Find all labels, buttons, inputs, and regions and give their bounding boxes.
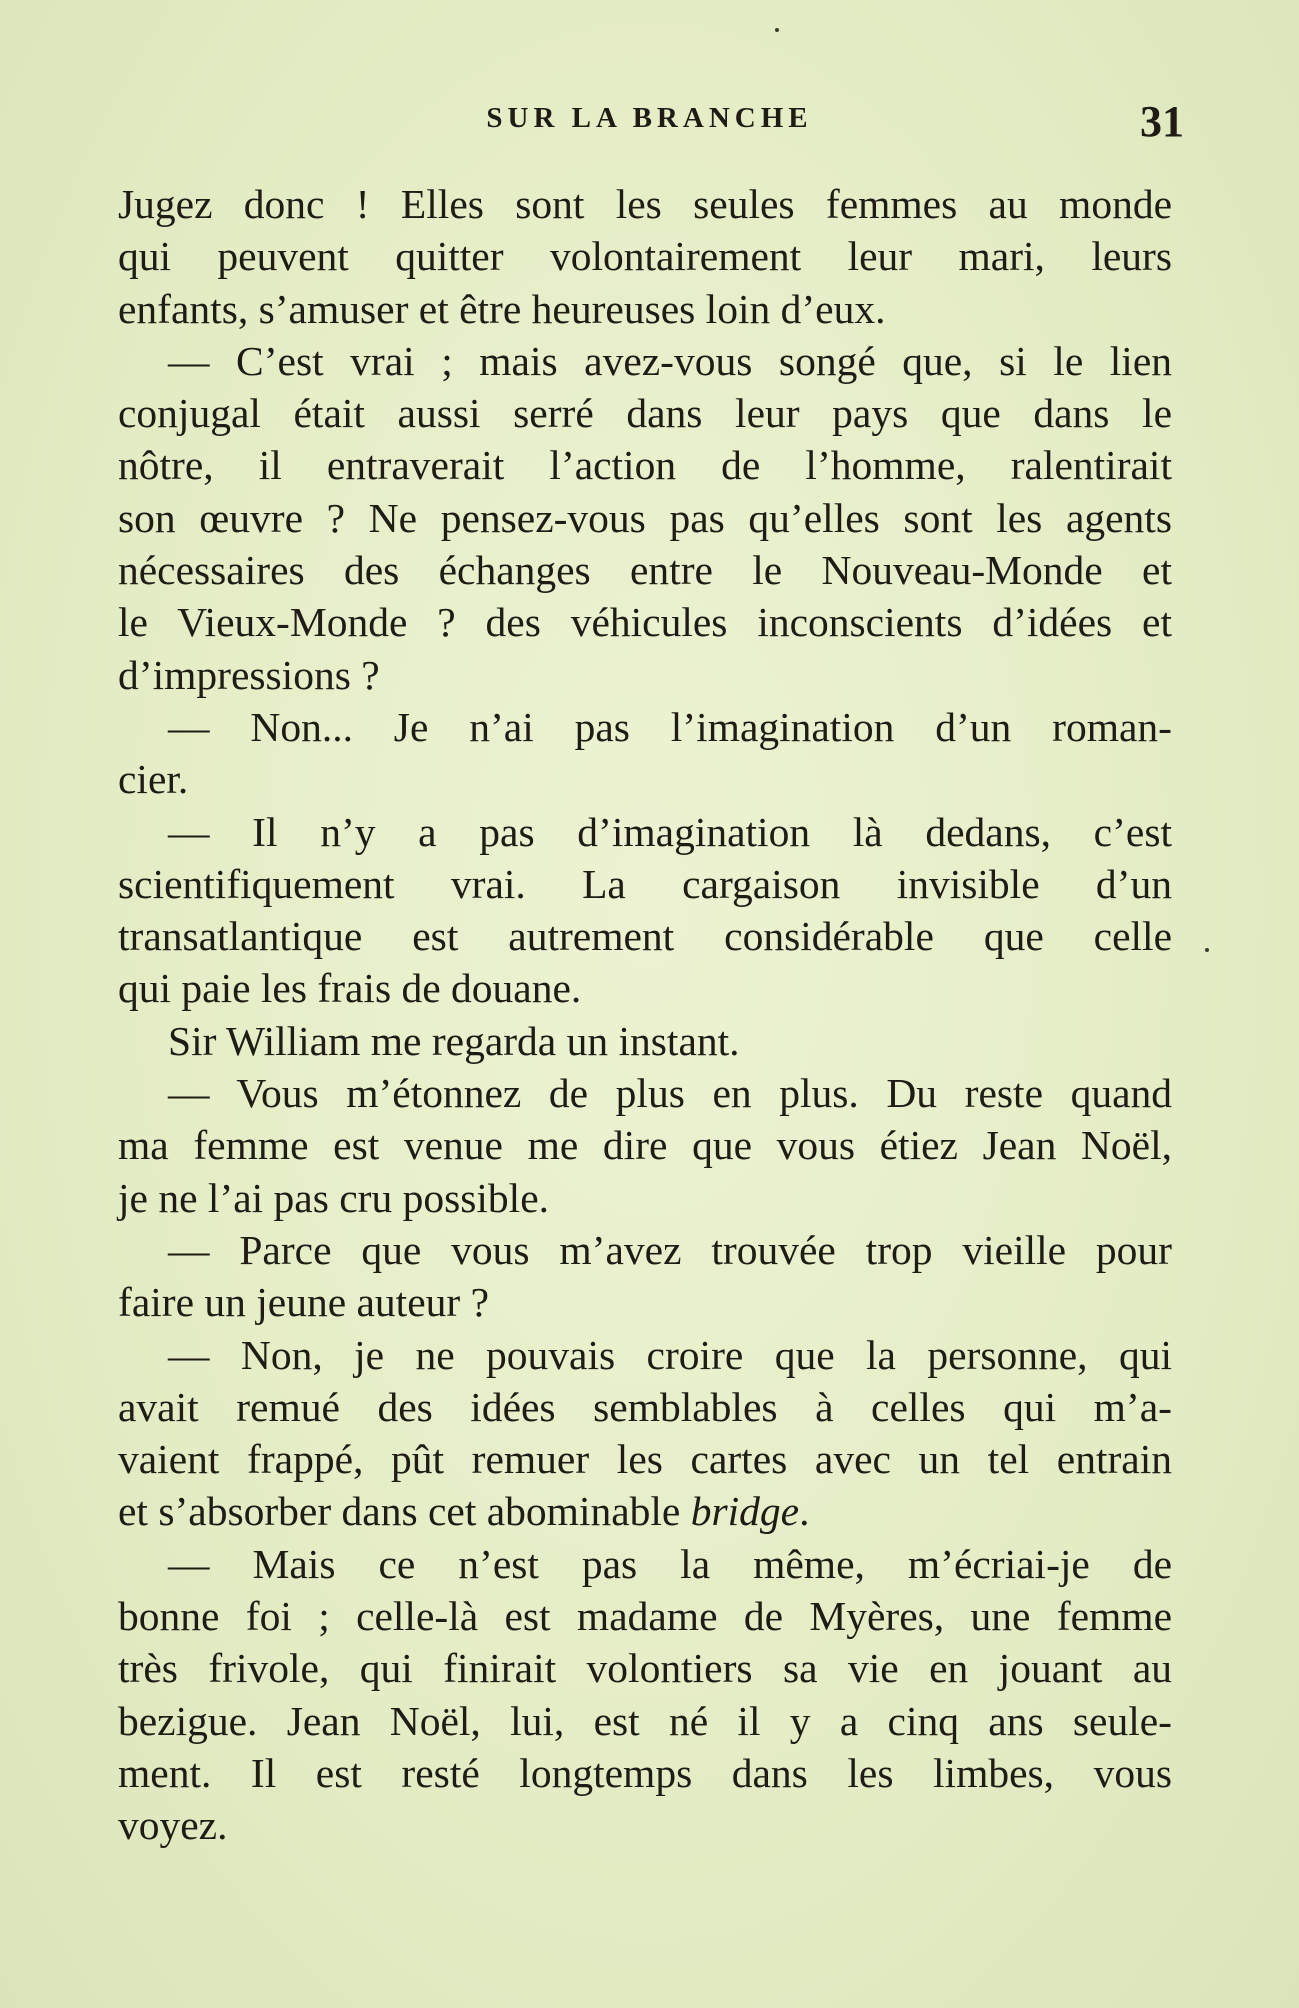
text-line <box>118 806 1172 858</box>
text-line <box>118 1381 1172 1433</box>
text-line-content: très frivole, qui finirait volontiers sa vie en jouant au <box>118 1645 1172 1692</box>
print-speck <box>775 28 779 32</box>
text-line-content: — Il n’y a pas d’imagination là dedans, c’est <box>168 808 1172 855</box>
text-line-content: nôtre, il entraverait l’action de l’homme, ralentirait <box>118 442 1172 489</box>
body-text <box>118 178 1172 1852</box>
text-line-content: conjugal était aussi serré dans leur pays que dans le <box>118 390 1172 437</box>
italic-word: bridge <box>690 1488 800 1535</box>
text-line-content: je ne l’ai pas cru possible. <box>118 1174 550 1221</box>
text-line <box>118 701 1172 753</box>
text-line-content: transatlantique est autrement considérable que celle <box>118 913 1172 960</box>
text-line <box>118 962 1172 1014</box>
text-line <box>118 858 1172 910</box>
text-line <box>118 492 1172 544</box>
text-line <box>118 1276 1172 1328</box>
text-line <box>118 335 1172 387</box>
text-line <box>118 649 1172 701</box>
text-line-content: et s’absorber dans cet abominable <box>118 1488 691 1535</box>
text-line-suffix: . <box>799 1488 810 1535</box>
text-line-content: — C’est vrai ; mais avez-vous songé que, si le lien <box>168 337 1172 384</box>
text-line <box>118 596 1172 648</box>
text-line-content: bezigue. Jean Noël, lui, est né il y a cinq ans seule- <box>118 1697 1172 1744</box>
text-line-content: cier. <box>118 756 189 803</box>
text-line <box>118 1485 1172 1537</box>
text-line-content: d’impressions ? <box>118 651 380 698</box>
text-line-content: vaient frappé, pût remuer les cartes avec un tel entrain <box>118 1436 1172 1483</box>
running-title: SUR LA BRANCHE <box>486 102 813 134</box>
text-line-content: — Mais ce n’est pas la même, m’écriai-je de <box>168 1540 1172 1587</box>
text-line-content: qui paie les frais de douane. <box>118 965 582 1012</box>
text-line-content: son œuvre ? Ne pensez-vous pas qu’elles sont les agents <box>118 494 1172 541</box>
text-line <box>118 1538 1172 1590</box>
text-line <box>118 230 1172 282</box>
text-line-content: ment. Il est resté longtemps dans les limbes, vous <box>118 1749 1172 1796</box>
text-line-content: le Vieux-Monde ? des véhicules inconscients d’idées et <box>118 599 1172 646</box>
text-line-content: nécessaires des échanges entre le Nouveau-Monde et <box>118 547 1172 594</box>
page-number: 31 <box>1140 97 1184 146</box>
text-line <box>118 1172 1172 1224</box>
text-line <box>118 387 1172 439</box>
text-line <box>118 439 1172 491</box>
text-line-content: voyez. <box>118 1802 228 1849</box>
page-header <box>115 96 1184 144</box>
text-line-content: — Parce que vous m’avez trouvée trop vieille pour <box>168 1226 1172 1273</box>
text-line <box>118 1224 1172 1276</box>
text-line <box>118 283 1172 335</box>
text-line-content: — Non... Je n’ai pas l’imagination d’un roman- <box>168 703 1172 750</box>
print-speck <box>1205 948 1209 952</box>
text-line <box>118 1799 1172 1851</box>
text-line-content: Jugez donc ! Elles sont les seules femmes au monde <box>118 181 1172 227</box>
text-line <box>118 1433 1172 1485</box>
text-line <box>118 1695 1172 1747</box>
text-line-content: faire un jeune auteur ? <box>118 1279 489 1326</box>
text-line <box>118 1015 1172 1067</box>
text-line <box>118 1747 1172 1799</box>
text-line-content: enfants, s’amuser et être heureuses loin d’eux. <box>118 285 886 332</box>
text-line-content: scientifiquement vrai. La cargaison invisible d’un <box>118 860 1172 907</box>
text-line-content: avait remué des idées semblables à celles qui m’a- <box>118 1383 1172 1430</box>
text-line <box>118 1590 1172 1642</box>
text-line-content: bonne foi ; celle-là est madame de Myères, une femme <box>118 1593 1172 1640</box>
text-line-content: — Non, je ne pouvais croire que la personne, qui <box>168 1331 1172 1378</box>
text-line-content: Sir William me regarda un instant. <box>168 1017 740 1064</box>
text-line-content: qui peuvent quitter volontairement leur mari, leurs <box>118 233 1172 280</box>
text-line <box>118 1067 1172 1119</box>
text-line <box>118 910 1172 962</box>
text-line <box>118 544 1172 596</box>
text-line-content: — Vous m’étonnez de plus en plus. Du reste quand <box>168 1070 1172 1117</box>
text-line <box>118 1642 1172 1694</box>
text-line <box>118 753 1172 805</box>
text-line <box>118 1119 1172 1171</box>
text-line <box>118 1329 1172 1381</box>
text-line-content: ma femme est venue me dire que vous étiez Jean Noël, <box>118 1122 1172 1169</box>
text-line <box>118 178 1172 230</box>
